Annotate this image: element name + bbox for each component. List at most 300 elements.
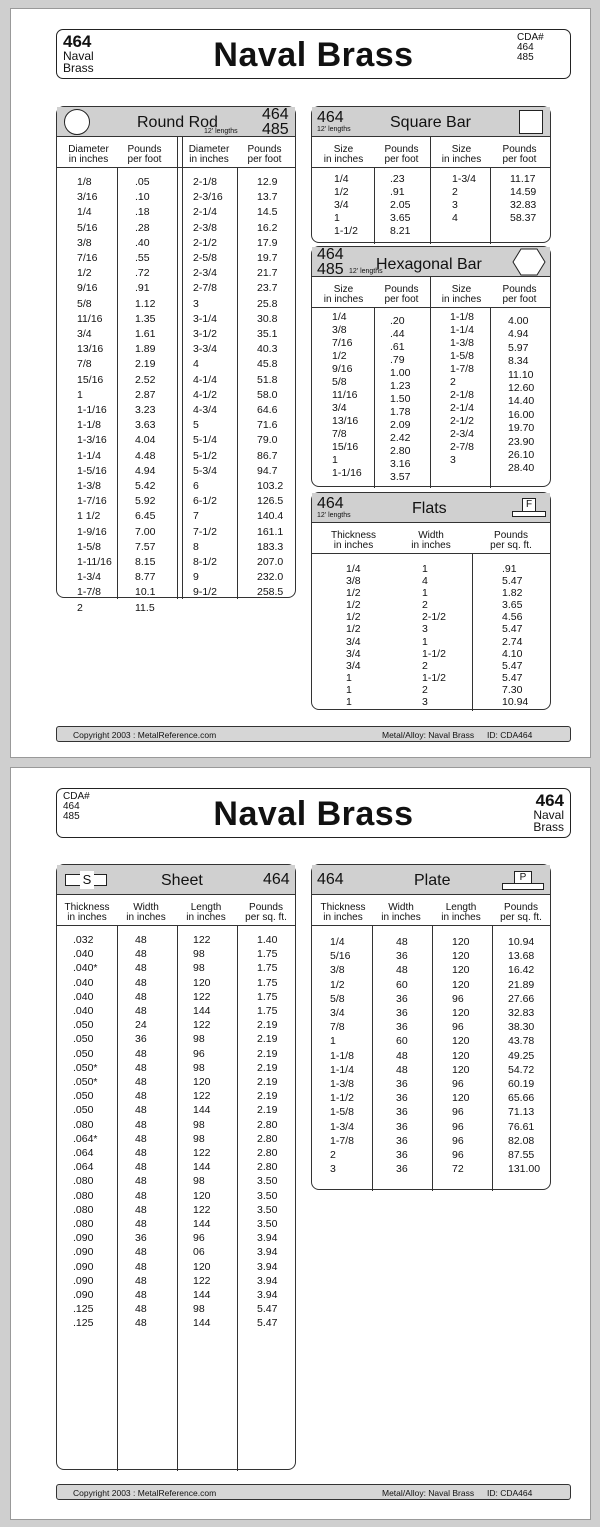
table-cell: 1/2 [334, 186, 349, 198]
table-cell: 48 [135, 948, 147, 961]
table-cell: 13.7 [257, 191, 278, 204]
table-cell: .080 [73, 1218, 94, 1231]
table-cell: 1-11/16 [77, 556, 112, 569]
table-cell: 2.19 [257, 1104, 278, 1117]
table-cell: .72 [135, 267, 150, 280]
alloy-block [533, 793, 564, 833]
flats-num: 464 [317, 495, 344, 512]
hex-bar-num-2: 485 [317, 261, 344, 278]
table-cell: 58.0 [257, 388, 278, 401]
divider [374, 167, 375, 244]
table-cell: 183.3 [257, 540, 284, 553]
pounds-list [390, 173, 410, 238]
table-cell: 64.6 [257, 404, 278, 417]
table-cell: 3.50 [257, 1218, 278, 1231]
page-header [56, 29, 571, 79]
table-cell: 7.00 [135, 525, 156, 538]
table-cell: 9/16 [332, 363, 353, 375]
table-cell: 2.80 [257, 1147, 278, 1160]
table-cell: 3/4 [334, 199, 349, 211]
table-cell: 48 [135, 1218, 147, 1231]
table-cell: 48 [135, 976, 147, 989]
table-cell: 10.94 [508, 936, 535, 948]
round-rod-icon [64, 109, 90, 135]
table-cell: 3.94 [257, 1246, 278, 1259]
table-cell: 1-1/4 [77, 449, 101, 462]
table-cell: .79 [390, 354, 405, 366]
table-cell: 122 [193, 990, 211, 1003]
table-cell: 48 [135, 1289, 147, 1302]
alloy-name-2: Brass [63, 61, 94, 75]
cda-block [517, 33, 544, 63]
length-list [193, 933, 211, 1331]
col-header-size-2: Size in inches [441, 284, 482, 305]
table-cell: .040* [73, 962, 98, 975]
table-cell: .61 [390, 341, 405, 353]
table-cell: 2.19 [135, 358, 156, 371]
table-cell: 1 [422, 635, 428, 648]
table-cell: 79.0 [257, 434, 278, 447]
table-cell: 120 [193, 976, 211, 989]
table-cell: 1/2 [330, 978, 345, 991]
table-cell: 131.00 [508, 1163, 541, 1176]
table-cell: .125 [73, 1317, 94, 1330]
table-cell: 4 [422, 575, 428, 588]
table-cell: 36 [396, 1078, 408, 1091]
table-cell: 2-1/2 [422, 611, 446, 624]
width-list [396, 935, 408, 1176]
alloy-name-1: Naval [533, 808, 564, 822]
table-cell: 3-1/2 [193, 328, 217, 341]
square-bar-lengths: 12' lengths [317, 126, 351, 133]
table-cell: 98 [193, 1061, 205, 1074]
table-cell: 1.75 [257, 976, 278, 989]
table-cell: 45.8 [257, 358, 278, 371]
table-cell: 2-1/2 [193, 236, 217, 249]
table-cell: 120 [452, 1092, 470, 1105]
table-cell: 48 [135, 934, 147, 946]
table-cell: 11.5 [135, 601, 155, 614]
round-rod-num-2: 485 [262, 121, 289, 138]
table-cell: 15/16 [332, 441, 359, 453]
table-cell: 36 [396, 1106, 408, 1119]
table-cell: 4.10 [502, 647, 523, 660]
table-cell: 23.7 [257, 282, 278, 295]
table-cell: 2-3/8 [193, 221, 217, 234]
table-cell: 1.75 [257, 962, 278, 975]
table-cell: 24 [135, 1019, 147, 1032]
table-cell: 144 [193, 1005, 211, 1018]
table-cell: .125 [73, 1303, 94, 1316]
table-cell: 1.50 [390, 393, 411, 405]
table-cell: 1/2 [346, 587, 361, 600]
table-cell: 60 [396, 978, 408, 991]
table-cell: 1 [332, 454, 338, 466]
col-header-length: Length in inches [186, 902, 226, 923]
col-header-size-2: Size in inches [441, 144, 482, 165]
divider [177, 925, 178, 1471]
table-cell: .18 [135, 206, 150, 219]
table-cell: 7/8 [77, 358, 92, 371]
table-cell: 2 [450, 376, 456, 388]
col-header-pounds: Pounds per foot [127, 144, 162, 165]
table-cell: 2.80 [257, 1132, 278, 1145]
divider [312, 925, 550, 926]
table-cell: 1-1/2 [422, 671, 446, 684]
table-cell: 12.60 [508, 382, 535, 395]
table-cell: .090 [73, 1246, 94, 1259]
table-cell: 3/8 [332, 324, 347, 336]
table-cell: 76.61 [508, 1120, 535, 1133]
table-cell: 3.94 [257, 1260, 278, 1273]
round-rod-panel [56, 106, 296, 614]
divider [472, 553, 473, 711]
table-cell: 120 [452, 936, 470, 948]
table-cell: 1-3/8 [77, 480, 101, 493]
round-rod-title: Round Rod [137, 114, 218, 131]
table-cell: .050 [73, 1019, 94, 1032]
cda-line-2: 485 [517, 52, 534, 63]
table-cell: 7/8 [332, 428, 347, 440]
table-cell: 96 [193, 1047, 205, 1060]
table-cell: 3/4 [346, 647, 361, 660]
divider [492, 925, 493, 1191]
table-cell: .44 [390, 328, 405, 340]
table-cell: 4.04 [135, 434, 156, 447]
table-cell: 1/4 [77, 206, 92, 219]
table-cell: 38.30 [508, 1021, 535, 1034]
table-cell: 1 [422, 587, 428, 600]
table-cell: 1-7/8 [77, 586, 101, 599]
table-cell: 8.34 [508, 355, 529, 368]
table-cell: 1/2 [332, 350, 347, 362]
table-cell: 5.47 [502, 659, 523, 672]
table-cell: 2-1/8 [450, 389, 474, 401]
square-bar-num: 464 [317, 109, 344, 126]
page-footer [56, 726, 571, 742]
table-cell: 1.75 [257, 1005, 278, 1018]
plate-num: 464 [317, 871, 344, 888]
table-cell: 1 [346, 683, 352, 696]
table-cell: 2 [77, 601, 83, 614]
pounds-list [257, 933, 277, 1331]
table-cell: 4-3/4 [193, 404, 217, 417]
table-cell: 5-1/2 [193, 449, 217, 462]
col-header-width: Width in inches [381, 902, 421, 923]
col-header-width: Width in inches [411, 530, 451, 551]
table-cell: 48 [135, 1189, 147, 1202]
table-cell: 14.5 [257, 206, 278, 219]
page-header [56, 788, 571, 838]
table-cell: 7/16 [332, 337, 353, 349]
table-cell: 144 [193, 1161, 211, 1174]
table-cell: 1-5/8 [450, 350, 474, 362]
table-cell: 4.94 [135, 464, 156, 477]
table-cell: 35.1 [257, 328, 278, 341]
table-cell: 2.19 [257, 1033, 278, 1046]
table-cell: .090 [73, 1289, 94, 1302]
table-cell: .080 [73, 1175, 94, 1188]
table-cell: 2-1/8 [193, 176, 217, 188]
table-cell: 48 [135, 1317, 147, 1330]
sheet-num: 464 [263, 871, 290, 888]
table-cell: 3/4 [332, 402, 347, 414]
table-cell: 2.19 [257, 1090, 278, 1103]
divider [374, 307, 375, 488]
table-cell: 60 [396, 1035, 408, 1048]
table-cell: 2.05 [390, 199, 411, 211]
table-cell: 7.57 [135, 540, 156, 553]
table-cell: 48 [396, 964, 408, 977]
table-cell: 2-3/16 [193, 191, 223, 204]
size-list [332, 311, 362, 480]
table-cell: 48 [135, 990, 147, 1003]
table-cell: 2.42 [390, 432, 411, 444]
table-cell: 2.80 [257, 1118, 278, 1131]
flats-lengths: 12' lengths [317, 512, 351, 519]
table-cell: 2-7/8 [450, 441, 474, 453]
table-cell: 48 [135, 1104, 147, 1117]
table-cell: 1.75 [257, 948, 278, 961]
table-cell: 13/16 [77, 343, 104, 356]
table-cell: 2.74 [502, 635, 523, 648]
col-header-length: Length in inches [441, 902, 481, 923]
table-cell: .050 [73, 1047, 94, 1060]
alloy-name-2: Brass [533, 820, 564, 834]
divider [182, 137, 183, 599]
alloy-name-1: Naval [63, 49, 94, 63]
divider [490, 307, 491, 488]
table-cell: 5/8 [332, 376, 347, 388]
table-cell: 4.48 [135, 449, 156, 462]
table-cell: 1/4 [346, 563, 361, 575]
table-cell: 7/8 [330, 1021, 345, 1034]
table-cell: 1-1/4 [450, 324, 474, 336]
length-list [452, 935, 470, 1176]
table-cell: 120 [452, 950, 470, 963]
table-cell: 232.0 [257, 571, 284, 584]
table-cell: 2 [422, 683, 428, 696]
table-cell: 1 [346, 696, 352, 709]
table-cell: .080 [73, 1189, 94, 1202]
table-cell: 36 [396, 1134, 408, 1147]
table-cell: 2.80 [390, 445, 411, 457]
table-cell: 1/2 [346, 599, 361, 612]
table-cell: 2-1/4 [450, 402, 474, 414]
hexagon-icon [512, 248, 546, 276]
table-cell: 122 [193, 1147, 211, 1160]
table-cell: 5.47 [257, 1303, 278, 1316]
table-cell: 36 [396, 1021, 408, 1034]
table-cell: .05 [135, 176, 150, 188]
table-cell: 54.72 [508, 1063, 535, 1076]
table-cell: 3 [450, 454, 456, 466]
table-cell: 3 [193, 297, 199, 310]
table-cell: .050 [73, 1090, 94, 1103]
table-cell: 1-3/4 [452, 173, 476, 185]
table-cell: 8-1/2 [193, 556, 217, 569]
table-cell: 72 [452, 1163, 464, 1176]
table-cell: 3/8 [77, 236, 92, 249]
page-footer [56, 1484, 571, 1500]
table-cell: 2 [330, 1149, 336, 1162]
table-cell: 144 [193, 1104, 211, 1117]
table-cell: 2.19 [257, 1047, 278, 1060]
table-cell: 82.08 [508, 1134, 535, 1147]
table-cell: 1 [77, 388, 83, 401]
table-cell: 122 [193, 934, 211, 946]
table-cell: .064* [73, 1132, 98, 1145]
table-cell: 06 [193, 1246, 205, 1259]
table-cell: 8.21 [390, 225, 411, 237]
table-cell: 5.47 [502, 671, 523, 684]
table-cell: .20 [390, 315, 405, 327]
table-cell: 1/4 [334, 173, 349, 185]
col-header-pounds: Pounds per sq. ft. [500, 902, 542, 923]
table-cell: .040 [73, 976, 94, 989]
table-cell: .090 [73, 1232, 94, 1245]
table-cell: 144 [193, 1289, 211, 1302]
table-cell: 8 [193, 540, 199, 553]
table-cell: .032 [73, 934, 94, 946]
table-cell: .23 [390, 173, 405, 185]
table-cell: 7-1/2 [193, 525, 217, 538]
table-cell: 140.4 [257, 510, 284, 523]
table-cell: 1-3/4 [77, 571, 101, 584]
table-cell: 9-1/2 [193, 586, 217, 599]
table-cell: 1.40 [257, 934, 278, 946]
table-cell: 58.37 [510, 212, 537, 224]
pounds-list-2 [508, 315, 534, 476]
thickness-list [73, 933, 98, 1331]
table-cell: .040 [73, 1005, 94, 1018]
table-cell: 1 1/2 [77, 510, 101, 523]
footer-metal: Metal/Alloy: Naval Brass [382, 1488, 475, 1498]
hex-bar-title: Hexagonal Bar [376, 256, 482, 273]
plate-title: Plate [414, 872, 451, 889]
table-cell: 2-1/4 [193, 206, 217, 219]
table-cell: 65.66 [508, 1092, 535, 1105]
square-bar-title: Square Bar [390, 114, 471, 131]
table-cell: 258.5 [257, 586, 284, 599]
table-cell: 12.9 [257, 176, 278, 188]
table-cell: 1-5/8 [77, 540, 101, 553]
table-cell: 1.12 [135, 297, 156, 310]
plate-header [312, 865, 550, 895]
table-cell: 120 [452, 1007, 470, 1020]
table-cell: 144 [193, 1218, 211, 1231]
table-cell: 19.7 [257, 252, 278, 265]
table-cell: 98 [193, 1118, 205, 1131]
table-cell: 5.97 [508, 341, 529, 354]
table-cell: 1/2 [346, 623, 361, 636]
table-cell: .050* [73, 1061, 98, 1074]
hex-bar-header [312, 247, 550, 277]
table-cell: 96 [452, 1120, 464, 1133]
table-cell: 1-1/2 [334, 225, 358, 237]
pounds-list [502, 563, 528, 708]
table-cell: 3-3/4 [193, 343, 217, 356]
table-cell: 7.30 [502, 683, 523, 696]
cda-label: CDA# [63, 791, 90, 802]
diameter-list-2 [193, 175, 223, 601]
thickness-list [346, 563, 361, 708]
table-cell: 1/4 [332, 311, 347, 323]
table-cell: 36 [396, 1149, 408, 1162]
table-cell: 120 [452, 964, 470, 977]
table-cell: 1-5/8 [330, 1106, 354, 1119]
table-cell: 5/8 [330, 992, 345, 1005]
table-cell: 48 [135, 1246, 147, 1259]
table-cell: 3/4 [346, 635, 361, 648]
table-cell: 5 [193, 419, 199, 432]
table-cell: 48 [396, 1049, 408, 1062]
size-list [334, 173, 358, 238]
table-cell: .28 [135, 221, 150, 234]
table-cell: .080 [73, 1203, 94, 1216]
table-cell: 207.0 [257, 556, 284, 569]
hex-bar-lengths: 12' lengths [349, 268, 383, 275]
table-cell: 60.19 [508, 1078, 535, 1091]
table-cell: 36 [396, 1120, 408, 1133]
table-cell: 1.89 [135, 343, 156, 356]
table-cell: 27.66 [508, 992, 535, 1005]
table-cell: 120 [452, 1049, 470, 1062]
table-cell: 2.80 [257, 1161, 278, 1174]
table-cell: 3.16 [390, 458, 411, 470]
table-cell: 9/16 [77, 282, 98, 295]
square-bar-panel [311, 106, 551, 243]
divider [372, 925, 373, 1191]
table-cell: .040 [73, 990, 94, 1003]
square-bar-header [312, 107, 550, 137]
hex-bar-num-1: 464 [317, 246, 344, 263]
col-header-pounds: Pounds per foot [384, 284, 419, 305]
table-cell: 23.90 [508, 435, 535, 448]
page-title: Naval Brass [213, 795, 414, 833]
footer-metal: Metal/Alloy: Naval Brass [382, 730, 475, 740]
table-cell: 1/2 [77, 267, 92, 280]
table-cell: 4.94 [508, 328, 529, 341]
table-cell: 30.8 [257, 312, 278, 325]
table-cell: 3.50 [257, 1203, 278, 1216]
table-cell: 11.17 [510, 173, 536, 185]
table-cell: 96 [452, 1149, 464, 1162]
table-cell: 1-1/2 [330, 1092, 354, 1105]
table-cell: 122 [193, 1274, 211, 1287]
table-cell: 5.42 [135, 480, 156, 493]
table-cell: 36 [396, 950, 408, 963]
table-cell: 48 [135, 1161, 147, 1174]
table-cell: 48 [135, 1047, 147, 1060]
table-cell: 71.6 [257, 419, 278, 432]
table-cell: 3.94 [257, 1274, 278, 1287]
table-cell: 1.61 [135, 328, 156, 341]
sheet-header [57, 865, 295, 895]
table-cell: 48 [135, 1175, 147, 1188]
table-cell: 122 [193, 1019, 211, 1032]
table-cell: 2-1/2 [450, 415, 474, 427]
footer-id: ID: CDA464 [487, 730, 533, 740]
table-cell: 71.13 [508, 1106, 535, 1119]
table-cell: 3.94 [257, 1232, 278, 1245]
plate-panel [311, 864, 551, 1190]
table-cell: 48 [135, 1132, 147, 1145]
col-header-pounds-2: Pounds per foot [502, 144, 537, 165]
table-cell: 2-3/4 [450, 428, 474, 440]
table-cell: 120 [193, 1189, 211, 1202]
table-cell: 6.45 [135, 510, 156, 523]
